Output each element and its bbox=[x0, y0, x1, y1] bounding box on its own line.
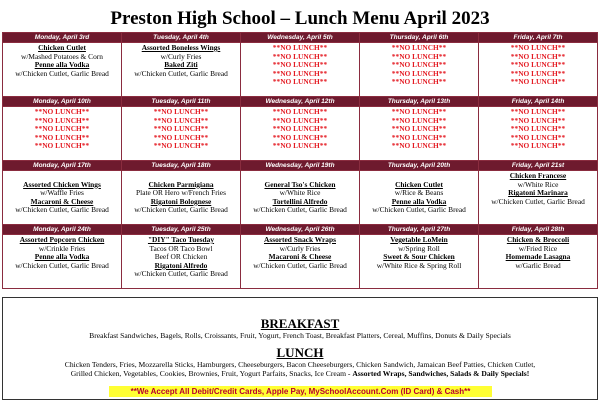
no-lunch-line: **NO LUNCH** bbox=[272, 107, 328, 116]
no-lunch-line: **NO LUNCH** bbox=[34, 115, 90, 125]
no-lunch-line: **NO LUNCH** bbox=[391, 141, 447, 151]
entree-name: Chicken Cutlet bbox=[395, 179, 443, 189]
side-description: Beef OR Chicken bbox=[154, 252, 208, 262]
no-lunch-line: **NO LUNCH** bbox=[272, 124, 328, 134]
week-menu-row bbox=[3, 43, 598, 97]
no-lunch-line: **NO LUNCH** bbox=[34, 107, 90, 116]
day-menu-cell bbox=[3, 235, 122, 289]
entree-name: Vegetable LoMein bbox=[390, 235, 448, 244]
day-header: Wednesday, April 12th bbox=[241, 97, 360, 107]
no-lunch-line: **NO LUNCH** bbox=[391, 43, 447, 52]
week-header-row bbox=[3, 225, 598, 235]
entree-name: Tortellini Alfredo bbox=[272, 196, 328, 206]
day-menu-cell bbox=[479, 171, 598, 225]
day-menu-cell bbox=[479, 107, 598, 161]
entree-name: Assorted Chicken Wings bbox=[23, 179, 101, 189]
lunch-specials: Assorted Wraps, Sandwiches, Salads & Daily Specials! bbox=[352, 369, 530, 378]
side-description: w/Chicken Cutlet, Garlic Bread bbox=[134, 68, 228, 78]
no-lunch-line: **NO LUNCH** bbox=[153, 107, 209, 116]
day-menu-cell bbox=[479, 43, 598, 97]
lunch-text-line2: Grilled Chicken, Vegetables, Cookies, Brownies, Fruit, Yogurt Parfaits, Snacks, Ice Cream - bbox=[70, 369, 353, 378]
day-header: Monday, April 10th bbox=[3, 97, 122, 107]
day-menu-cell bbox=[122, 43, 241, 97]
week-menu-row bbox=[3, 235, 598, 289]
day-menu-cell bbox=[122, 235, 241, 289]
side-description: w/Waffle Fries bbox=[40, 188, 84, 198]
no-lunch-line: **NO LUNCH** bbox=[272, 68, 328, 78]
side-description: w/Curly Fries bbox=[279, 243, 321, 253]
entree-name: Homemade Lasagna bbox=[505, 252, 571, 262]
day-menu-cell bbox=[241, 43, 360, 97]
side-description: w/White Rice & Spring Roll bbox=[376, 260, 462, 270]
no-lunch-line: **NO LUNCH** bbox=[510, 68, 566, 78]
no-lunch-line: **NO LUNCH** bbox=[34, 132, 90, 142]
day-menu-cell bbox=[122, 171, 241, 225]
no-lunch-line: **NO LUNCH** bbox=[153, 141, 209, 151]
week-menu-row bbox=[3, 171, 598, 225]
day-menu-cell bbox=[360, 235, 479, 289]
side-description: w/Chicken Cutlet, Garlic Bread bbox=[491, 196, 585, 206]
no-lunch-line: **NO LUNCH** bbox=[272, 43, 328, 52]
day-header: Tuesday, April 25th bbox=[122, 225, 241, 235]
entree-name: Chicken & Broccoli bbox=[506, 235, 570, 244]
no-lunch-line: **NO LUNCH** bbox=[272, 115, 328, 125]
entree-name: Assorted Boneless Wings bbox=[141, 43, 221, 52]
no-lunch-line: **NO LUNCH** bbox=[391, 60, 447, 70]
entree-name: Penne alla Vodka bbox=[34, 252, 90, 262]
side-description: w/Chicken Cutlet, Garlic Bread bbox=[134, 205, 228, 215]
no-lunch-line: **NO LUNCH** bbox=[510, 115, 566, 125]
no-lunch-line: **NO LUNCH** bbox=[153, 124, 209, 134]
day-menu-cell bbox=[3, 107, 122, 161]
entree-name: Chicken Parmigiana bbox=[148, 179, 214, 189]
lunch-title: LUNCH bbox=[276, 344, 324, 360]
no-lunch-line: **NO LUNCH** bbox=[391, 68, 447, 78]
entree-name: Penne alla Vodka bbox=[34, 60, 90, 70]
entree-name: Penne alla Vodka bbox=[391, 196, 447, 206]
day-header: Wednesday, April 5th bbox=[241, 33, 360, 43]
day-header: Thursday, April 6th bbox=[360, 33, 479, 43]
side-description: w/Curly Fries bbox=[160, 51, 202, 61]
week-header-row bbox=[3, 33, 598, 43]
no-lunch-line: **NO LUNCH** bbox=[272, 60, 328, 70]
lunch-text-line1: Chicken Tenders, Fries, Mozzarella Sticks, Hamburgers, Cheeseburgers, Bacon Cheeseburgers, Chicken Sandwich, Jamaican Beef Patties, Chicken Cutlet, bbox=[64, 359, 536, 369]
day-header: Friday, April 14th bbox=[479, 97, 598, 107]
no-lunch-line: **NO LUNCH** bbox=[510, 141, 566, 151]
day-header: Tuesday, April 11th bbox=[122, 97, 241, 107]
entree-name: Assorted Snack Wraps bbox=[263, 235, 336, 244]
no-lunch-line: **NO LUNCH** bbox=[391, 124, 447, 134]
side-description: w/Fried Rice bbox=[518, 243, 558, 253]
entree-name: Rigatoni Bolognese bbox=[150, 196, 212, 206]
day-header: Monday, April 17th bbox=[3, 161, 122, 171]
entree-name: General Tso's Chicken bbox=[264, 179, 336, 189]
lunch-text bbox=[3, 360, 597, 379]
payment-banner: **We Accept All Debit/Credit Cards, Apple Pay, MySchoolAccount.Com (ID Card) & Cash** bbox=[109, 386, 492, 397]
side-description: w/White Rice bbox=[279, 188, 321, 198]
day-menu-cell bbox=[241, 171, 360, 225]
no-lunch-line: **NO LUNCH** bbox=[391, 132, 447, 142]
day-menu-cell bbox=[122, 107, 241, 161]
week-header-row bbox=[3, 97, 598, 107]
no-lunch-line: **NO LUNCH** bbox=[391, 51, 447, 61]
side-description: w/Crinkle Fries bbox=[38, 243, 86, 253]
side-description: w/Mashed Potatoes & Corn bbox=[21, 51, 103, 61]
side-description: Tacos OR Taco Bowl bbox=[149, 243, 213, 253]
week-header-row bbox=[3, 161, 598, 171]
day-menu-cell bbox=[3, 171, 122, 225]
no-lunch-line: **NO LUNCH** bbox=[153, 115, 209, 125]
entree-name: Chicken Francese bbox=[509, 171, 567, 180]
entree-name: Rigatoni Alfredo bbox=[154, 260, 208, 270]
day-header: Wednesday, April 19th bbox=[241, 161, 360, 171]
day-header: Tuesday, April 18th bbox=[122, 161, 241, 171]
entree-name: Macaroni & Cheese bbox=[30, 196, 94, 206]
day-menu-cell bbox=[360, 43, 479, 97]
day-header: Thursday, April 13th bbox=[360, 97, 479, 107]
day-menu-cell bbox=[241, 107, 360, 161]
no-lunch-line: **NO LUNCH** bbox=[510, 107, 566, 116]
lunch-calendar bbox=[2, 32, 598, 289]
side-description: w/Chicken Cutlet, Garlic Bread bbox=[253, 260, 347, 270]
no-lunch-line: **NO LUNCH** bbox=[272, 77, 328, 87]
day-menu-cell bbox=[479, 235, 598, 289]
side-description: Plate OR Hero w/French Fries bbox=[136, 188, 226, 198]
entree-name: Chicken Cutlet bbox=[38, 43, 86, 52]
side-description: w/Chicken Cutlet, Garlic Bread bbox=[253, 205, 347, 215]
no-lunch-line: **NO LUNCH** bbox=[272, 51, 328, 61]
day-menu-cell bbox=[360, 171, 479, 225]
day-header: Friday, April 28th bbox=[479, 225, 598, 235]
no-lunch-line: **NO LUNCH** bbox=[391, 115, 447, 125]
entree-name: Macaroni & Cheese bbox=[268, 252, 332, 262]
no-lunch-line: **NO LUNCH** bbox=[510, 43, 566, 52]
side-description: w/White Rice bbox=[517, 179, 559, 189]
no-lunch-line: **NO LUNCH** bbox=[510, 77, 566, 87]
day-menu-cell bbox=[360, 107, 479, 161]
breakfast-text: Breakfast Sandwiches, Bagels, Rolls, Croissants, Fruit, Yogurt, French Toast, Breakfast Platters, Cereal, Muffins, Donuts & Daily Specials bbox=[89, 331, 511, 340]
day-menu-cell bbox=[3, 43, 122, 97]
no-lunch-line: **NO LUNCH** bbox=[272, 132, 328, 142]
entree-name: "DIY" Taco Tuesday bbox=[147, 235, 215, 244]
side-description: w/Rice & Beans bbox=[394, 188, 444, 198]
day-header: Friday, April 21st bbox=[479, 161, 598, 171]
day-menu-cell bbox=[241, 235, 360, 289]
no-lunch-line: **NO LUNCH** bbox=[391, 77, 447, 87]
day-header: Monday, April 3rd bbox=[3, 33, 122, 43]
side-description: w/Chicken Cutlet, Garlic Bread bbox=[15, 68, 109, 78]
side-description: w/Chicken Cutlet, Garlic Bread bbox=[134, 269, 228, 279]
no-lunch-line: **NO LUNCH** bbox=[272, 141, 328, 151]
side-description: w/Chicken Cutlet, Garlic Bread bbox=[15, 205, 109, 215]
side-description: w/Spring Roll bbox=[398, 243, 440, 253]
menu-summary-box bbox=[2, 297, 598, 400]
entree-name: Baked Ziti bbox=[164, 60, 198, 70]
no-lunch-line: **NO LUNCH** bbox=[510, 132, 566, 142]
entree-name: Rigatoni Marinara bbox=[508, 188, 568, 198]
no-lunch-line: **NO LUNCH** bbox=[34, 124, 90, 134]
day-header: Wednesday, April 26th bbox=[241, 225, 360, 235]
no-lunch-line: **NO LUNCH** bbox=[391, 107, 447, 116]
day-header: Thursday, April 27th bbox=[360, 225, 479, 235]
breakfast-title: BREAKFAST bbox=[260, 316, 340, 331]
page-title: Preston High School – Lunch Menu April 2023 bbox=[110, 8, 490, 29]
day-header: Monday, April 24th bbox=[3, 225, 122, 235]
no-lunch-line: **NO LUNCH** bbox=[510, 51, 566, 61]
no-lunch-line: **NO LUNCH** bbox=[510, 60, 566, 70]
entree-name: Sweet & Sour Chicken bbox=[383, 252, 455, 262]
side-description: w/Garlic Bread bbox=[515, 260, 561, 270]
no-lunch-line: **NO LUNCH** bbox=[153, 132, 209, 142]
side-description: w/Chicken Cutlet, Garlic Bread bbox=[372, 205, 466, 215]
no-lunch-line: **NO LUNCH** bbox=[510, 124, 566, 134]
day-header: Tuesday, April 4th bbox=[122, 33, 241, 43]
day-header: Friday, April 7th bbox=[479, 33, 598, 43]
side-description: w/Chicken Cutlet, Garlic Bread bbox=[15, 260, 109, 270]
no-lunch-line: **NO LUNCH** bbox=[34, 141, 90, 151]
entree-name: Assorted Popcorn Chicken bbox=[19, 235, 105, 244]
week-menu-row bbox=[3, 107, 598, 161]
day-header: Thursday, April 20th bbox=[360, 161, 479, 171]
